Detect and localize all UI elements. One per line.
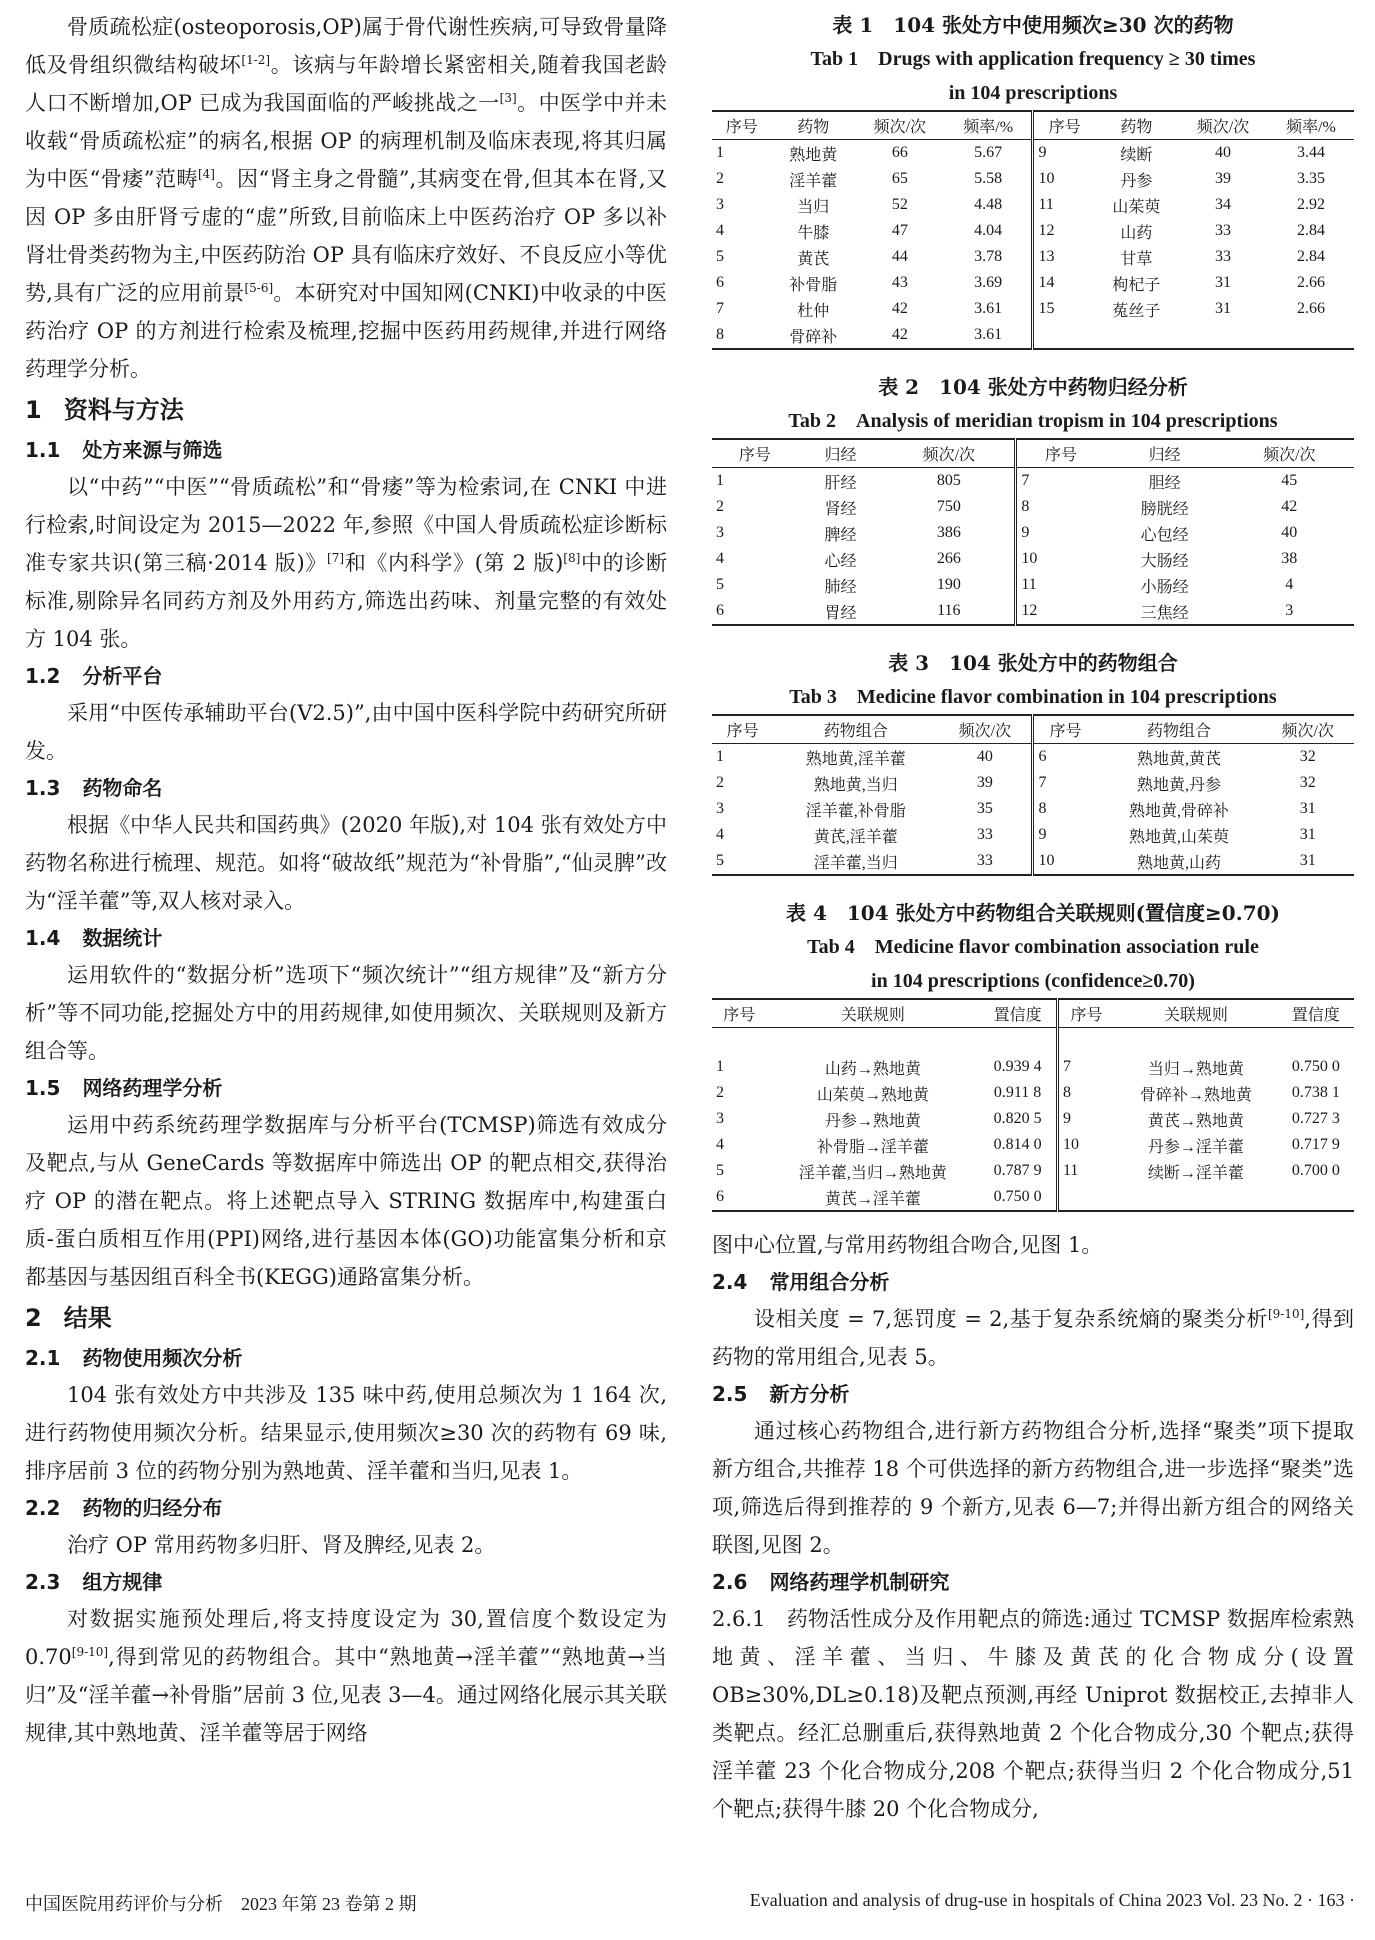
table-cell — [1178, 322, 1268, 349]
table-cell: 5 — [716, 1162, 724, 1179]
table-cell: 骨碎补 — [772, 322, 855, 349]
section-2-1-text: 104 张有效处方中共涉及 135 味中药,使用总频次为 1 164 次,进行药物使用频次分析。结果显示,使用频次≥30 次的药物有 69 味,排序居前 3 位的药物分别为熟地黄、淫羊藿和当归,见表 1。 — [25, 1383, 667, 1483]
table-cell: 丹参→淫羊藿 — [1147, 1138, 1244, 1156]
table-cell: 10 — [1016, 546, 1105, 572]
table-cell: 心经 — [824, 552, 857, 570]
table-row — [712, 1054, 1354, 1080]
column-header: 序号 — [712, 111, 772, 140]
section-2-3-heading: 2.3 组方规律 — [25, 1570, 163, 1594]
table-row — [712, 1106, 1354, 1132]
table-cell: 9 — [1016, 520, 1105, 546]
table-cell: 熟地黄,山茱萸 — [1128, 828, 1229, 846]
table-cell: 小肠经 — [1140, 578, 1189, 596]
table-row — [712, 494, 1354, 520]
table-4-header — [712, 999, 1354, 1028]
table-cell: 续断 — [1120, 146, 1153, 164]
table-row — [712, 1184, 1354, 1211]
table-cell: 33 — [976, 826, 993, 843]
table-row — [712, 166, 1354, 192]
table-cell: 11 — [1016, 572, 1105, 598]
table-3-body — [712, 744, 1354, 876]
table-cell: 脾经 — [824, 526, 857, 544]
column-header: 置信度 — [1278, 999, 1354, 1028]
table-row — [712, 520, 1354, 546]
table-cell: 42 — [891, 300, 908, 317]
table-cell: 0.727 3 — [1291, 1110, 1340, 1127]
table-row — [712, 244, 1354, 270]
section-2-5-heading: 2.5 新方分析 — [712, 1382, 850, 1406]
table-cell: 续断→淫羊藿 — [1147, 1164, 1244, 1182]
table-cell — [1114, 1184, 1278, 1211]
table-row — [712, 1158, 1354, 1184]
table-cell — [1095, 322, 1178, 349]
table-cell: 4 — [1285, 576, 1294, 593]
column-header: 药物组合 — [773, 715, 938, 744]
table-cell: 33 — [1215, 248, 1232, 265]
table-row — [712, 296, 1354, 322]
table-cell: 31 — [1262, 848, 1354, 875]
column-header: 药物组合 — [1096, 715, 1261, 744]
table-spacer-row — [712, 1028, 1354, 1055]
column-header: 频次/次 — [883, 439, 1016, 468]
table-cell — [1058, 1184, 1115, 1211]
table-cell: 3 — [716, 800, 724, 817]
table-cell: 1 — [716, 144, 724, 161]
table-cell: 6 — [712, 598, 798, 625]
table-cell: 0.787 9 — [993, 1162, 1042, 1179]
table-cell: 2 — [716, 170, 724, 187]
table-cell: 8 — [1016, 494, 1105, 520]
continued-text: 图中心位置,与常用药物组合吻合,见图 1。 — [712, 1233, 1103, 1257]
table-cell: 32 — [1299, 748, 1316, 765]
column-header: 置信度 — [979, 999, 1057, 1028]
table-cell: 42 — [855, 322, 945, 349]
table-cell: 11 — [1033, 192, 1095, 218]
table-cell: 4.04 — [974, 222, 1003, 239]
section-1-3-text: 根据《中华人民共和国药典》(2020 年版),对 104 张有效处方中药物名称进行梳理、规范。如将“破故纸”规范为“补骨脂”,“仙灵脾”改为“淫羊藿”等,双人核对录入。 — [25, 813, 667, 913]
table-cell: 6 — [712, 1184, 767, 1211]
footer-journal-cn: 中国医院用药评价与分析 2023 年第 23 卷第 2 期 — [25, 1894, 417, 1914]
table-cell: 3 — [1225, 598, 1354, 625]
table-cell: 黄芪,淫羊藿 — [813, 828, 898, 846]
table-cell — [767, 1028, 980, 1055]
table-cell: 熟地黄,丹参 — [1136, 776, 1221, 794]
table-row — [712, 796, 1354, 822]
table-cell: 当归 — [797, 198, 830, 216]
table-cell: 淫羊藿 — [789, 172, 838, 190]
table-cell: 31 — [1215, 274, 1232, 291]
section-2-5-text: 通过核心药物组合,进行新方药物组合分析,选择“聚类”项下提取新方组合,共推荐 18 个可供选择的新方药物组合,进一步选择“聚类”选项,筛选后得到推荐的 9 个新方,见表 6—7;并得出新方组合的网络关联图,见图 2。 — [712, 1419, 1354, 1557]
column-header: 序号 — [1033, 111, 1095, 140]
table-cell: 14 — [1033, 270, 1095, 296]
section-1-2-text: 采用“中医传承辅助平台(V2.5)”,由中国中医科学院中药研究所研发。 — [25, 701, 667, 763]
table-2-body — [712, 468, 1354, 626]
table-cell: 66 — [891, 144, 908, 161]
table-cell: 1 — [716, 748, 724, 765]
table-cell: 3 — [716, 196, 724, 213]
table-cell: 0.717 9 — [1291, 1136, 1340, 1153]
left-column — [25, 8, 667, 1752]
table-cell: 丹参→熟地黄 — [824, 1112, 921, 1130]
table-4 — [712, 998, 1354, 1212]
intro-paragraph: 骨质疏松症(osteoporosis,OP)属于骨代谢性疾病,可导致骨量降低及骨组织微结构破坏[1-2]。该病与年龄增长紧密相关,随着我国老龄人口不断增加,OP 已成为我国面临的严峻挑战之一[3]。中医学中并未收载“骨质疏松症”的病名,根据 OP 的病理机制及临床表现,将其归属为中医“骨痿”范畴[4]。因“肾主身之骨髓”,其病变在骨,但其本在肾,又因 OP 多由肝肾亏虚的“虚”所致,目前临床上中医药治疗 OP 多以补肾壮骨类药物为主,中医药防治 OP 具有临床疗效好、不良反应小等优势,具有广泛的应用前景[5-6]。本研究对中国知网(CNKI)中收录的中医药治疗 OP 的方剂进行检索及梳理,挖掘中医药用药规律,并进行网络药理学分析。 — [25, 15, 667, 381]
table-cell: 0.738 1 — [1291, 1084, 1340, 1101]
table-cell: 52 — [891, 196, 908, 213]
table-cell: 40 — [1281, 524, 1298, 541]
table-row — [712, 218, 1354, 244]
table-cell: 肝经 — [824, 474, 857, 492]
table-cell: 3.44 — [1297, 144, 1325, 161]
section-1-4-text: 运用软件的“数据分析”选项下“频次统计”“组方规律”及“新方分析”等不同功能,挖掘处方中的用药规律,如使用频次、关联规则及新方组合等。 — [25, 963, 667, 1063]
table-row — [712, 572, 1354, 598]
table-cell: 44 — [891, 248, 908, 265]
table-cell: 2 — [716, 774, 724, 791]
table-cell: 5.67 — [974, 144, 1003, 161]
table-cell: 12 — [1016, 598, 1105, 625]
table-cell: 5.58 — [974, 170, 1003, 187]
table-cell: 1 — [716, 1058, 724, 1075]
table-cell: 熟地黄,山药 — [1096, 848, 1261, 875]
table-row — [712, 1080, 1354, 1106]
section-1-1-heading: 1.1 处方来源与筛选 — [25, 438, 223, 462]
table-cell: 116 — [883, 598, 1016, 625]
table-4-caption-cn: 表 4 104 张处方中药物组合关联规则(置信度≥0.70) — [786, 901, 1280, 925]
table-cell — [979, 1028, 1057, 1055]
table-cell: 牛膝 — [797, 224, 830, 242]
table-cell: 山药 — [1120, 224, 1153, 242]
table-cell — [1033, 322, 1095, 349]
table-cell: 7 — [716, 300, 724, 317]
column-header: 序号 — [1058, 999, 1115, 1028]
column-header: 归经 — [798, 439, 884, 468]
table-cell: 3.61 — [945, 322, 1033, 349]
column-header: 序号 — [1016, 439, 1105, 468]
column-header: 频次/次 — [1225, 439, 1354, 468]
table-cell: 肺经 — [824, 578, 857, 596]
table-cell: 心包经 — [1140, 526, 1189, 544]
table-cell: 骨碎补→熟地黄 — [1139, 1086, 1252, 1104]
table-cell: 肾经 — [824, 500, 857, 518]
table-3-caption-cn: 表 3 104 张处方中的药物组合 — [888, 651, 1178, 675]
table-cell: 10 — [1058, 1132, 1115, 1158]
table-cell: 膀胱经 — [1140, 500, 1189, 518]
table-cell: 4.48 — [974, 196, 1003, 213]
table-cell: 熟地黄 — [789, 146, 838, 164]
section-2-2-text: 治疗 OP 常用药物多归肝、肾及脾经,见表 2。 — [67, 1533, 496, 1557]
table-row — [712, 744, 1354, 771]
table-1-caption-en-line2: in 104 prescriptions — [948, 82, 1118, 104]
section-1-1-text: 以“中药”“中医”“骨质疏松”和“骨痿”等为检索词,在 CNKI 中进行检索,时间设定为 2015—2022 年,参照《中国人骨质疏松症诊断标准专家共识(第三稿·2014 版)》[7]和《内科学》(第 2 版)[8]中的诊断标准,剔除异名同药方剂及外用药方,筛选出药味、剂量完整的有效处方 104 张。 — [25, 475, 667, 651]
table-cell: 6 — [1033, 744, 1096, 771]
section-1-heading: 1 资料与方法 — [25, 396, 184, 424]
table-cell: 杜仲 — [797, 302, 830, 320]
table-2-caption-cn: 表 2 104 张处方中药物归经分析 — [878, 375, 1188, 399]
table-cell: 40 — [976, 748, 993, 765]
table-cell: 47 — [891, 222, 908, 239]
column-header: 频次/次 — [855, 111, 945, 140]
column-header: 序号 — [1033, 715, 1096, 744]
column-header: 序号 — [712, 439, 798, 468]
table-cell — [1278, 1184, 1354, 1211]
table-cell: 34 — [1215, 196, 1232, 213]
column-header: 药物 — [1095, 111, 1178, 140]
table-cell: 0.750 0 — [1291, 1058, 1340, 1075]
table-row — [712, 140, 1354, 167]
table-1-caption-cn: 表 1 104 张处方中使用频次≥30 次的药物 — [832, 13, 1234, 37]
table-cell: 补骨脂 — [789, 276, 838, 294]
table-cell: 5 — [712, 848, 773, 875]
table-cell: 8 — [712, 322, 772, 349]
table-cell: 0.820 5 — [993, 1110, 1042, 1127]
section-1-2-heading: 1.2 分析平台 — [25, 664, 163, 688]
table-cell: 熟地黄,骨碎补 — [1128, 802, 1229, 820]
table-cell: 0.939 4 — [993, 1058, 1042, 1075]
table-3-header — [712, 715, 1354, 744]
table-cell: 3.69 — [974, 274, 1003, 291]
table-cell: 7 — [1058, 1054, 1115, 1080]
table-row — [712, 770, 1354, 796]
table-cell: 三焦经 — [1105, 598, 1225, 625]
table-cell: 胆经 — [1148, 474, 1181, 492]
table-row — [712, 322, 1354, 349]
table-cell: 1 — [716, 472, 724, 489]
table-cell: 5 — [716, 576, 724, 593]
table-cell: 39 — [1215, 170, 1232, 187]
table-cell: 2.84 — [1297, 248, 1325, 265]
table-cell: 10 — [1033, 848, 1096, 875]
table-cell: 7 — [1033, 770, 1096, 796]
table-cell: 5 — [716, 248, 724, 265]
table-cell: 大肠经 — [1140, 552, 1189, 570]
column-header: 药物 — [772, 111, 855, 140]
table-cell: 山茱萸→熟地黄 — [816, 1086, 929, 1104]
column-header: 频次/次 — [1178, 111, 1268, 140]
section-1-5-text: 运用中药系统药理学数据库与分析平台(TCMSP)筛选有效成分及靶点,与从 GeneCards 等数据库中筛选出 OP 的靶点相交,获得治疗 OP 的潜在靶点。将上述靶点导入 STRING 数据库中,构建蛋白质-蛋白质相互作用(PPI)网络,进行基因本体(GO)功能富集分析和京都基因与基因组百科全书(KEGG)通路富集分析。 — [25, 1113, 667, 1289]
column-header: 频率/% — [945, 111, 1033, 140]
table-cell: 4 — [716, 1136, 724, 1153]
table-1 — [712, 110, 1354, 350]
table-cell: 3.35 — [1297, 170, 1325, 187]
table-cell: 38 — [1281, 550, 1298, 567]
table-cell: 33 — [938, 848, 1033, 875]
table-2-caption-en: Tab 2 Analysis of meridian tropism in 104 prescriptions — [788, 410, 1278, 432]
table-cell: 6 — [716, 274, 724, 291]
column-header: 关联规则 — [767, 999, 980, 1028]
table-cell: 菟丝子 — [1112, 302, 1161, 320]
footer-journal-en: Evaluation and analysis of drug-use in hospitals of China 2023 Vol. 23 No. 2 · 163 · — [749, 1890, 1355, 1910]
table-cell: 3.78 — [974, 248, 1003, 265]
table-cell: 黄芪→淫羊藿 — [767, 1184, 980, 1211]
table-cell: 45 — [1281, 472, 1298, 489]
section-2-6-heading: 2.6 网络药理学机制研究 — [712, 1570, 950, 1594]
table-cell: 9 — [1033, 822, 1096, 848]
table-cell: 0.911 8 — [993, 1084, 1042, 1101]
table-cell: 15 — [1033, 296, 1095, 322]
table-cell: 805 — [936, 472, 961, 489]
table-row — [712, 1132, 1354, 1158]
section-1-3-heading: 1.3 药物命名 — [25, 776, 163, 800]
table-cell: 9 — [1033, 140, 1095, 167]
section-2-6-1-text: 2.6.1 药物活性成分及作用靶点的筛选:通过 TCMSP 数据库检索熟地黄、淫羊藿、当归、牛膝及黄芪的化合物成分(设置 OB≥30%,DL≥0.18)及靶点预测,再经 Uniprot 数据校正,去掉非人类靶点。经汇总删重后,获得熟地黄 2 个化合物成分,30 个靶点;获得淫羊藿 23 个化合物成分,208 个靶点;获得当归 2 个化合物成分,51 个靶点;获得牛膝 20 个化合物成分, — [712, 1607, 1354, 1821]
table-cell: 丹参 — [1120, 172, 1153, 190]
table-cell: 42 — [1281, 498, 1298, 515]
table-cell: 黄芪 — [797, 250, 830, 268]
table-cell: 386 — [936, 524, 961, 541]
table-cell: 山茱萸 — [1112, 198, 1161, 216]
table-cell: 4 — [716, 550, 724, 567]
table-cell: 2.92 — [1297, 196, 1325, 213]
table-cell — [1058, 1028, 1115, 1055]
table-row — [712, 546, 1354, 572]
table-cell: 4 — [716, 222, 724, 239]
table-cell: 淫羊藿,当归→熟地黄 — [798, 1164, 947, 1182]
table-row — [712, 598, 1354, 625]
table-cell: 35 — [976, 800, 993, 817]
table-cell — [1268, 322, 1354, 349]
table-cell: 当归→熟地黄 — [1147, 1060, 1244, 1078]
table-cell: 9 — [1058, 1106, 1115, 1132]
table-cell: 33 — [1215, 222, 1232, 239]
table-cell: 熟地黄,淫羊藿 — [805, 750, 906, 768]
table-row — [712, 192, 1354, 218]
table-cell: 39 — [976, 774, 993, 791]
column-header: 归经 — [1105, 439, 1225, 468]
table-cell: 2.66 — [1297, 300, 1325, 317]
table-1-caption-en-line1: Tab 1 Drugs with application frequency ≥ 30 times — [810, 48, 1256, 70]
table-4-caption-en-line2: in 104 prescriptions (confidence≥0.70) — [871, 970, 1195, 992]
table-1-body — [712, 140, 1354, 350]
table-cell: 7 — [1016, 468, 1105, 495]
table-cell: 山药→熟地黄 — [824, 1060, 921, 1078]
section-2-4-text: 设相关度 = 7,惩罚度 = 2,基于复杂系统熵的聚类分析[9-10],得到药物的常用组合,见表 5。 — [712, 1307, 1354, 1369]
table-row — [712, 848, 1354, 875]
table-cell: 0.814 0 — [993, 1136, 1042, 1153]
table-2-header — [712, 439, 1354, 468]
table-cell: 熟地黄,当归 — [813, 776, 898, 794]
table-cell — [1114, 1028, 1278, 1055]
right-column — [712, 8, 1354, 1828]
table-3-caption-en: Tab 3 Medicine flavor combination in 104 prescriptions — [789, 686, 1277, 708]
table-cell: 40 — [1215, 144, 1232, 161]
column-header: 序号 — [712, 999, 767, 1028]
table-cell: 2 — [716, 1084, 724, 1101]
column-header: 频次/次 — [1262, 715, 1354, 744]
table-cell: 8 — [1058, 1080, 1115, 1106]
table-cell: 淫羊藿,补骨脂 — [805, 802, 906, 820]
table-cell: 65 — [891, 170, 908, 187]
table-4-caption-en-line1: Tab 4 Medicine flavor combination association rule — [807, 936, 1259, 958]
table-cell: 3 — [716, 524, 724, 541]
table-cell: 胃经 — [798, 598, 884, 625]
table-cell: 2.84 — [1297, 222, 1325, 239]
section-2-3-text: 对数据实施预处理后,将支持度设定为 30,置信度个数设定为 0.70[9-10],得到常见的药物组合。其中“熟地黄→淫羊藿”“熟地黄→当归”及“淫羊藿→补骨脂”居前 3 位,见表 3—4。通过网络化展示其关联规律,其中熟地黄、淫羊藿等居于网络 — [25, 1607, 667, 1745]
table-3 — [712, 714, 1354, 876]
table-cell: 266 — [936, 550, 961, 567]
table-cell: 甘草 — [1120, 250, 1153, 268]
table-cell: 3.61 — [974, 300, 1003, 317]
table-cell: 31 — [1299, 826, 1316, 843]
section-2-4-heading: 2.4 常用组合分析 — [712, 1270, 890, 1294]
section-1-5-heading: 1.5 网络药理学分析 — [25, 1076, 223, 1100]
column-header: 序号 — [712, 715, 773, 744]
table-cell — [712, 1028, 767, 1055]
table-cell: 10 — [1033, 166, 1095, 192]
table-cell: 31 — [1215, 300, 1232, 317]
section-2-2-heading: 2.2 药物的归经分布 — [25, 1496, 223, 1520]
table-cell: 淫羊藿,当归 — [773, 848, 938, 875]
table-4-body — [712, 1028, 1354, 1212]
table-cell: 4 — [716, 826, 724, 843]
table-cell: 31 — [1299, 800, 1316, 817]
table-cell: 0.700 0 — [1291, 1162, 1340, 1179]
table-cell: 2 — [716, 498, 724, 515]
table-cell: 2.66 — [1297, 274, 1325, 291]
table-cell: 13 — [1033, 244, 1095, 270]
column-header: 频次/次 — [938, 715, 1033, 744]
table-cell: 3 — [716, 1110, 724, 1127]
table-cell: 11 — [1058, 1158, 1115, 1184]
table-row — [712, 270, 1354, 296]
section-2-heading: 2 结果 — [25, 1304, 112, 1332]
column-header: 关联规则 — [1114, 999, 1278, 1028]
table-1-header — [712, 111, 1354, 140]
table-cell — [1278, 1028, 1354, 1055]
column-header: 频率/% — [1268, 111, 1354, 140]
table-cell: 8 — [1033, 796, 1096, 822]
table-cell: 32 — [1299, 774, 1316, 791]
table-cell: 43 — [891, 274, 908, 291]
table-cell: 枸杞子 — [1112, 276, 1161, 294]
table-cell: 黄芪→熟地黄 — [1147, 1112, 1244, 1130]
table-cell: 补骨脂→淫羊藿 — [816, 1138, 929, 1156]
table-cell: 熟地黄,黄芪 — [1136, 750, 1221, 768]
table-row — [712, 468, 1354, 495]
table-2 — [712, 438, 1354, 626]
table-row — [712, 822, 1354, 848]
section-2-1-heading: 2.1 药物使用频次分析 — [25, 1346, 243, 1370]
table-cell: 12 — [1033, 218, 1095, 244]
section-1-4-heading: 1.4 数据统计 — [25, 926, 163, 950]
table-cell: 190 — [936, 576, 961, 593]
table-cell: 750 — [936, 498, 961, 515]
table-cell: 0.750 0 — [979, 1184, 1057, 1211]
